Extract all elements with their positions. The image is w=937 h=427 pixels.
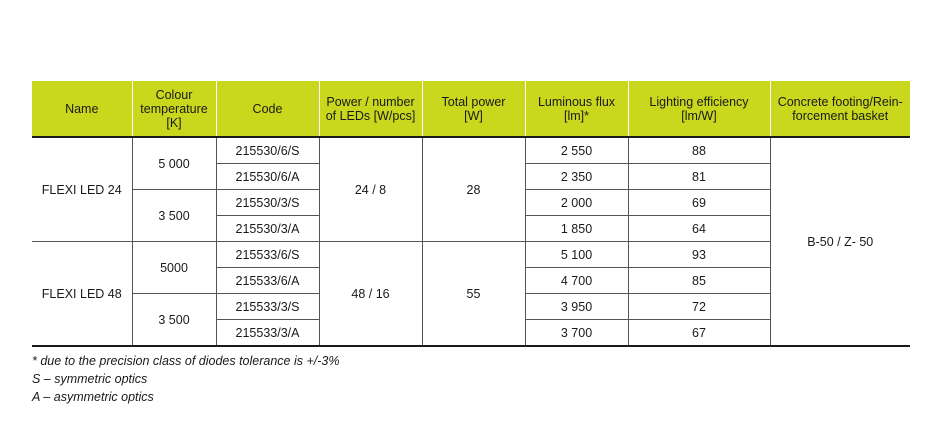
- header-name: Name: [32, 81, 132, 137]
- luminous-flux-cell: 5 100: [525, 242, 628, 268]
- code-cell: 215530/3/S: [216, 190, 319, 216]
- power-cell: 24 / 8: [319, 137, 422, 242]
- footnote-asymmetric: A – asymmetric optics: [32, 390, 154, 404]
- luminous-flux-cell: 1 850: [525, 216, 628, 242]
- luminous-flux-cell: 3 950: [525, 294, 628, 320]
- colour-temperature-cell: 3 500: [132, 294, 216, 347]
- header-code: Code: [216, 81, 319, 137]
- spec-table: [32, 81, 910, 347]
- lighting-efficiency-cell: 88: [628, 137, 770, 164]
- power-cell: 48 / 16: [319, 242, 422, 347]
- lighting-efficiency-cell: 69: [628, 190, 770, 216]
- header-luminous-flux: [525, 81, 628, 137]
- header-total-power-line1: Total power: [441, 94, 506, 109]
- colour-temperature-cell: 3 500: [132, 190, 216, 242]
- header-row: [32, 81, 910, 137]
- header-total-power-line2: [W]: [464, 108, 483, 123]
- product-name-cell: FLEXI LED 48: [32, 242, 132, 347]
- luminous-flux-cell: 2 550: [525, 137, 628, 164]
- total-power-cell: 28: [422, 137, 525, 242]
- header-colour-temperature-line3: [K]: [166, 115, 182, 130]
- code-cell: 215530/6/A: [216, 164, 319, 190]
- lighting-efficiency-cell: 67: [628, 320, 770, 347]
- code-cell: 215533/6/A: [216, 268, 319, 294]
- lighting-efficiency-cell: 72: [628, 294, 770, 320]
- code-cell: 215530/3/A: [216, 216, 319, 242]
- header-colour-temperature-line1: Colour: [155, 87, 193, 102]
- header-lighting-efficiency-line2: [lm/W]: [681, 108, 717, 123]
- lighting-efficiency-cell: 93: [628, 242, 770, 268]
- header-luminous-flux-line2: [lm]*: [564, 108, 589, 123]
- luminous-flux-cell: 3 700: [525, 320, 628, 347]
- code-cell: 215533/3/S: [216, 294, 319, 320]
- colour-temperature-cell: 5000: [132, 242, 216, 294]
- footnotes: [32, 352, 339, 406]
- code-cell: 215533/6/S: [216, 242, 319, 268]
- header-power: [319, 81, 422, 137]
- product-name-cell: FLEXI LED 24: [32, 137, 132, 242]
- colour-temperature-cell: 5 000: [132, 137, 216, 190]
- header-colour-temperature-line2: temperature: [140, 101, 208, 116]
- header-lighting-efficiency: [628, 81, 770, 137]
- header-luminous-flux-line1: Luminous flux: [537, 94, 616, 109]
- code-cell: 215530/6/S: [216, 137, 319, 164]
- luminous-flux-cell: 4 700: [525, 268, 628, 294]
- lighting-efficiency-cell: 85: [628, 268, 770, 294]
- code-cell: 215533/3/A: [216, 320, 319, 347]
- footnote-symmetric: S – symmetric optics: [32, 372, 148, 386]
- spec-table-wrapper: [32, 81, 910, 347]
- header-colour-temperature: [132, 81, 216, 137]
- total-power-cell: 55: [422, 242, 525, 347]
- header-concrete-footing-line2: forcement basket: [792, 108, 889, 123]
- footnote-tolerance: * due to the precision class of diodes tolerance is +/-3%: [32, 354, 340, 368]
- header-lighting-efficiency-line1: Lighting efficiency: [649, 94, 749, 109]
- header-total-power: [422, 81, 525, 137]
- header-concrete-footing-line1: Concrete footing/Rein-: [777, 94, 903, 109]
- luminous-flux-cell: 2 000: [525, 190, 628, 216]
- lighting-efficiency-cell: 64: [628, 216, 770, 242]
- header-power-line1: Power / number: [326, 94, 415, 109]
- header-concrete-footing: [770, 81, 910, 137]
- luminous-flux-cell: 2 350: [525, 164, 628, 190]
- table-row: [32, 137, 910, 164]
- concrete-footing-cell: B-50 / Z- 50: [770, 137, 910, 346]
- header-power-line2: of LEDs [W/pcs]: [325, 108, 416, 123]
- lighting-efficiency-cell: 81: [628, 164, 770, 190]
